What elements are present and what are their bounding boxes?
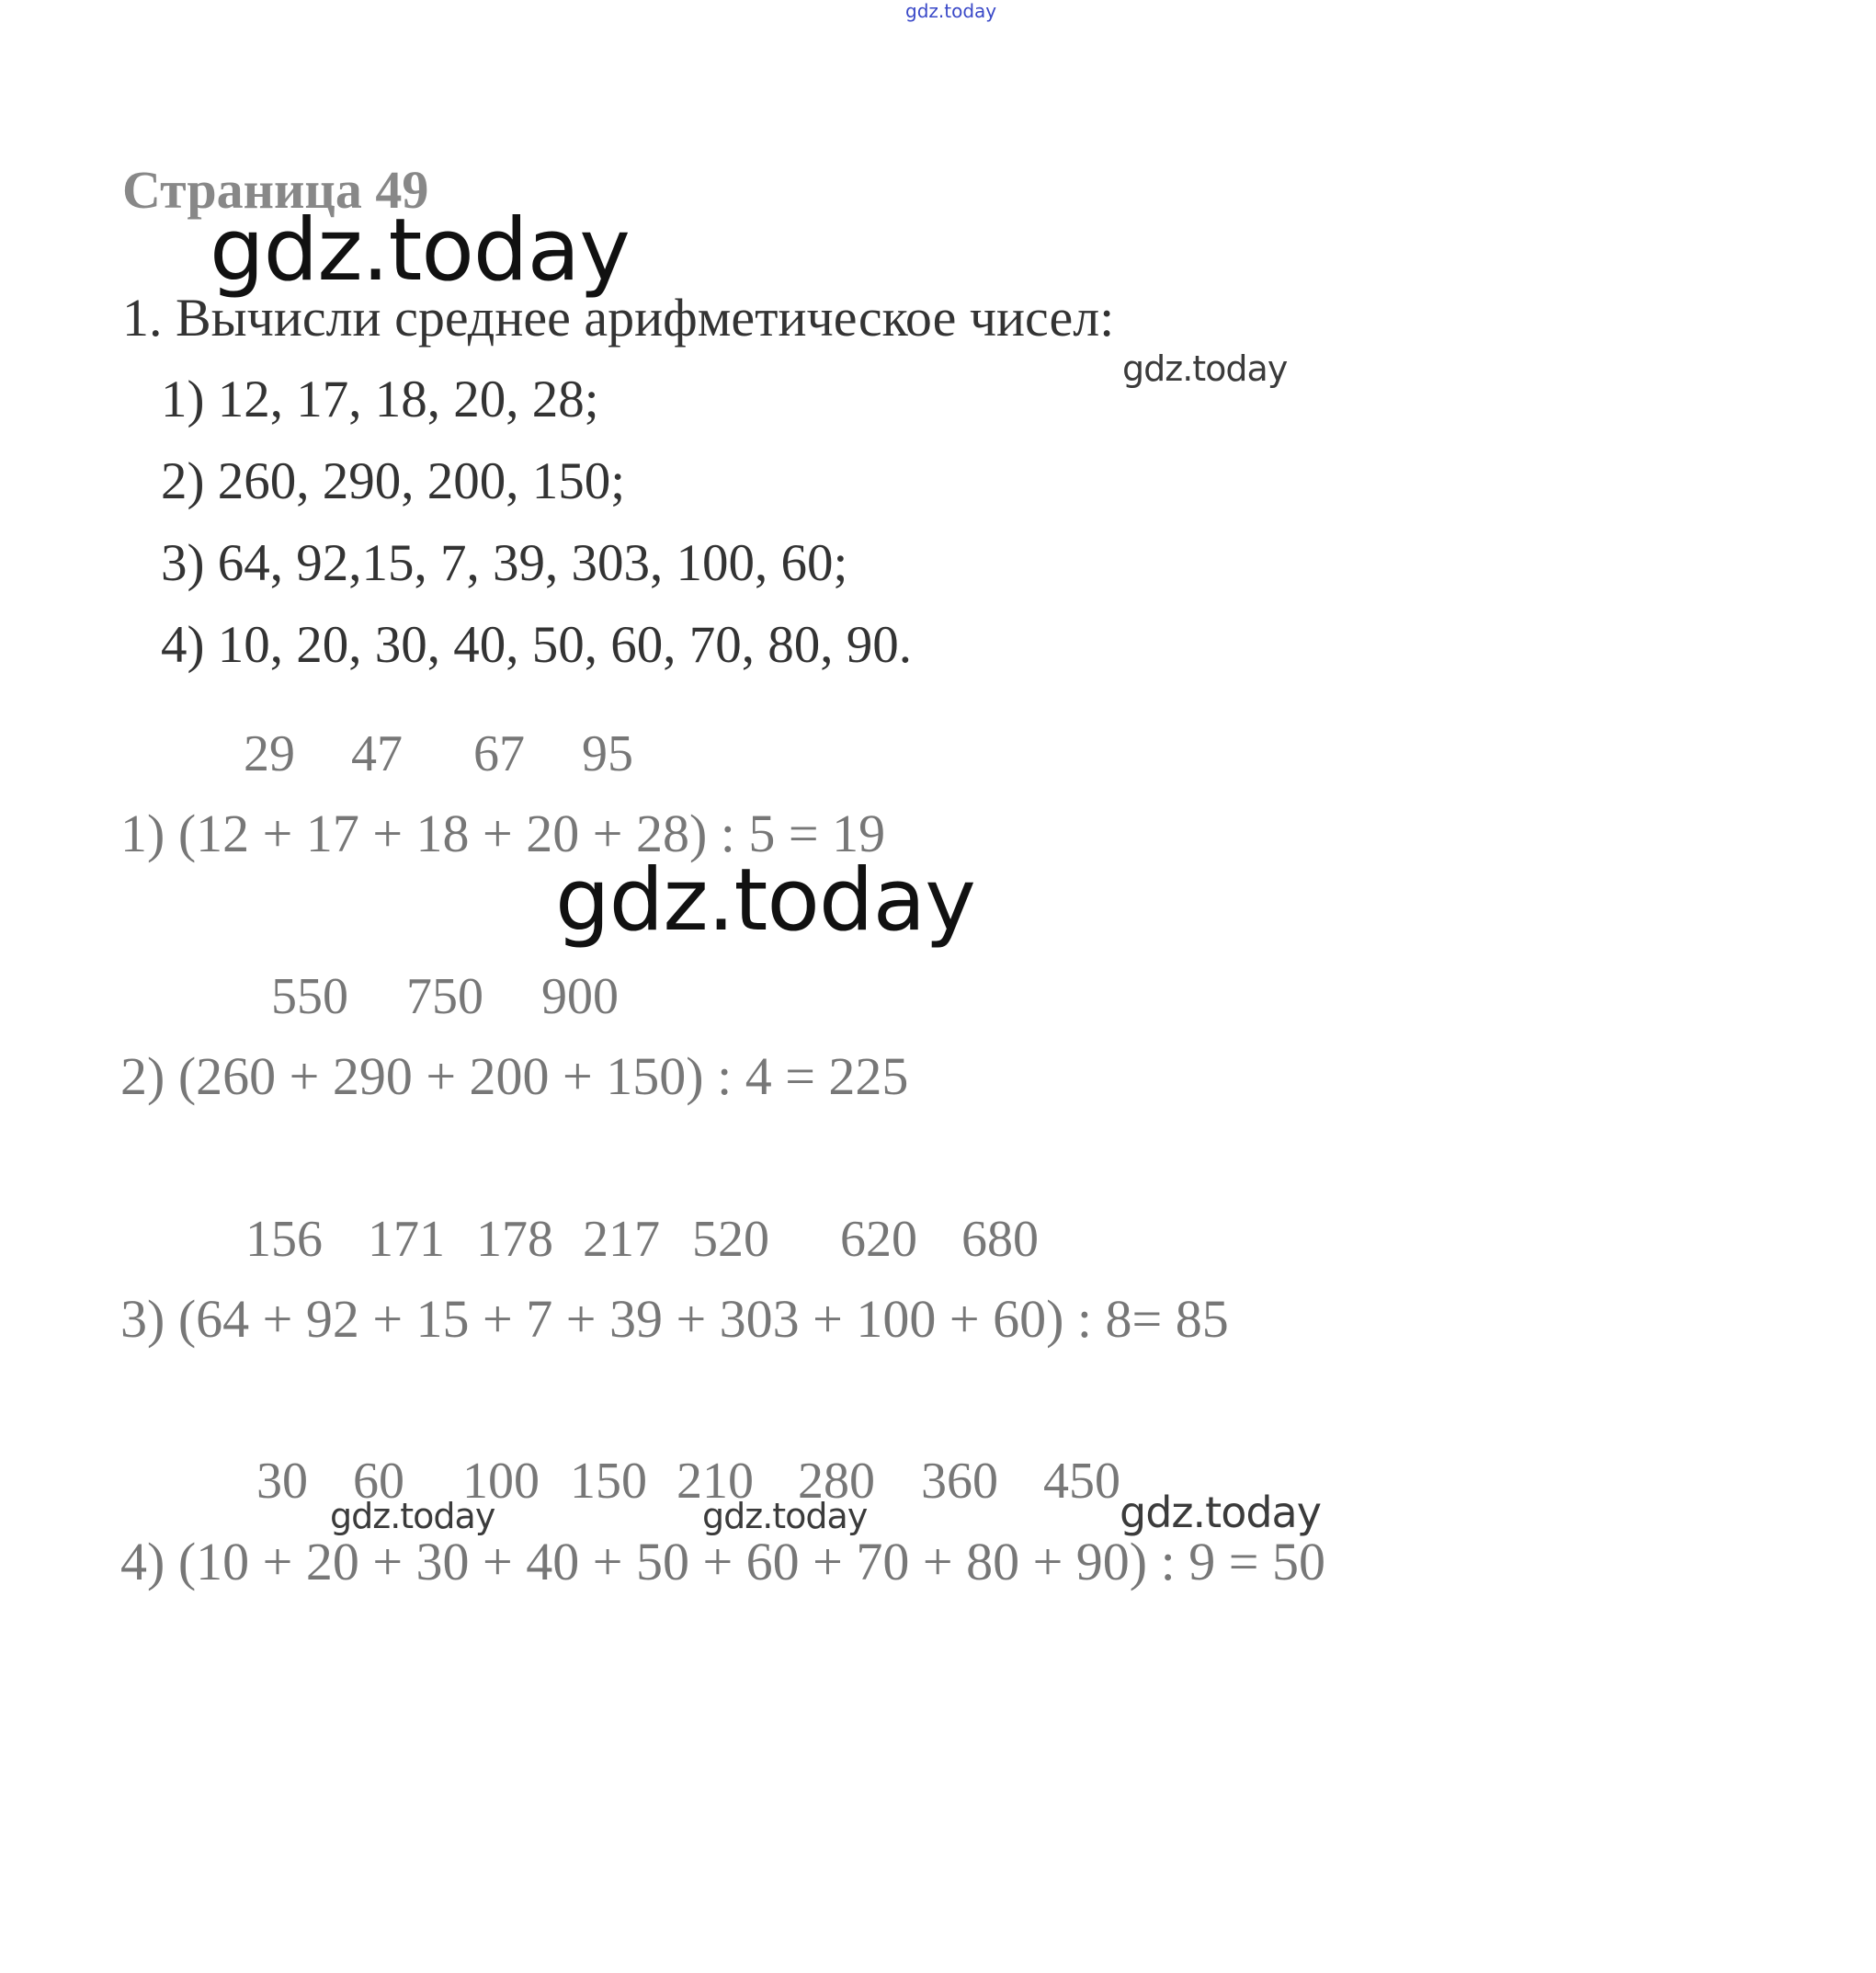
task-item: 2) 260, 290, 200, 150; <box>161 452 626 510</box>
watermark: gdz.today <box>555 850 975 951</box>
partial-sum: 620 <box>840 1211 917 1268</box>
partial-sum: 150 <box>570 1453 647 1510</box>
solution-expression: 3) (64 + 92 + 15 + 7 + 39 + 303 + 100 + 60) : 8= 85 <box>120 1289 1229 1349</box>
watermark: gdz.today <box>210 200 630 301</box>
partial-sums-row <box>0 1211 1876 1269</box>
partial-sum: 29 <box>244 725 295 782</box>
solution-expression: 2) (260 + 290 + 200 + 150) : 4 = 225 <box>120 1046 909 1106</box>
watermark: gdz.today <box>702 1496 868 1536</box>
partial-sum: 156 <box>245 1211 323 1268</box>
task-item: 1) 12, 17, 18, 20, 28; <box>161 371 599 428</box>
partial-sums-row <box>0 725 1876 783</box>
task-item: 4) 10, 20, 30, 40, 50, 60, 70, 80, 90. <box>161 616 912 674</box>
partial-sum: 217 <box>583 1211 660 1268</box>
partial-sum: 680 <box>961 1211 1039 1268</box>
partial-sum: 100 <box>462 1453 540 1510</box>
task-title: 1. Вычисли среднее арифметическое чисел: <box>122 288 1115 348</box>
task-item: 3) 64, 92,15, 7, 39, 303, 100, 60; <box>161 534 848 592</box>
watermark: gdz.today <box>1122 348 1288 389</box>
partial-sum: 30 <box>256 1453 308 1510</box>
partial-sum: 178 <box>476 1211 553 1268</box>
solution-expression: 1) (12 + 17 + 18 + 20 + 28) : 5 = 19 <box>120 804 886 863</box>
partial-sum: 900 <box>541 968 619 1025</box>
site-link[interactable]: gdz.today <box>905 0 997 22</box>
partial-sum: 95 <box>582 725 633 782</box>
partial-sum: 550 <box>271 968 348 1025</box>
partial-sum: 171 <box>368 1211 445 1268</box>
partial-sum: 67 <box>473 725 525 782</box>
page-title: Страница 49 <box>122 160 429 220</box>
partial-sum: 280 <box>798 1453 875 1510</box>
partial-sum: 60 <box>353 1453 404 1510</box>
partial-sum: 450 <box>1043 1453 1120 1510</box>
watermark: gdz.today <box>1120 1488 1321 1537</box>
partial-sums-row <box>0 968 1876 1026</box>
partial-sum: 47 <box>351 725 403 782</box>
partial-sum: 360 <box>921 1453 998 1510</box>
watermark: gdz.today <box>330 1496 495 1536</box>
partial-sum: 210 <box>676 1453 754 1510</box>
partial-sums-row <box>0 1455 1876 1511</box>
partial-sum: 520 <box>692 1211 769 1268</box>
solution-expression: 4) (10 + 20 + 30 + 40 + 50 + 60 + 70 + 80 + 90) : 9 = 50 <box>120 1532 1325 1591</box>
partial-sum: 750 <box>406 968 483 1025</box>
